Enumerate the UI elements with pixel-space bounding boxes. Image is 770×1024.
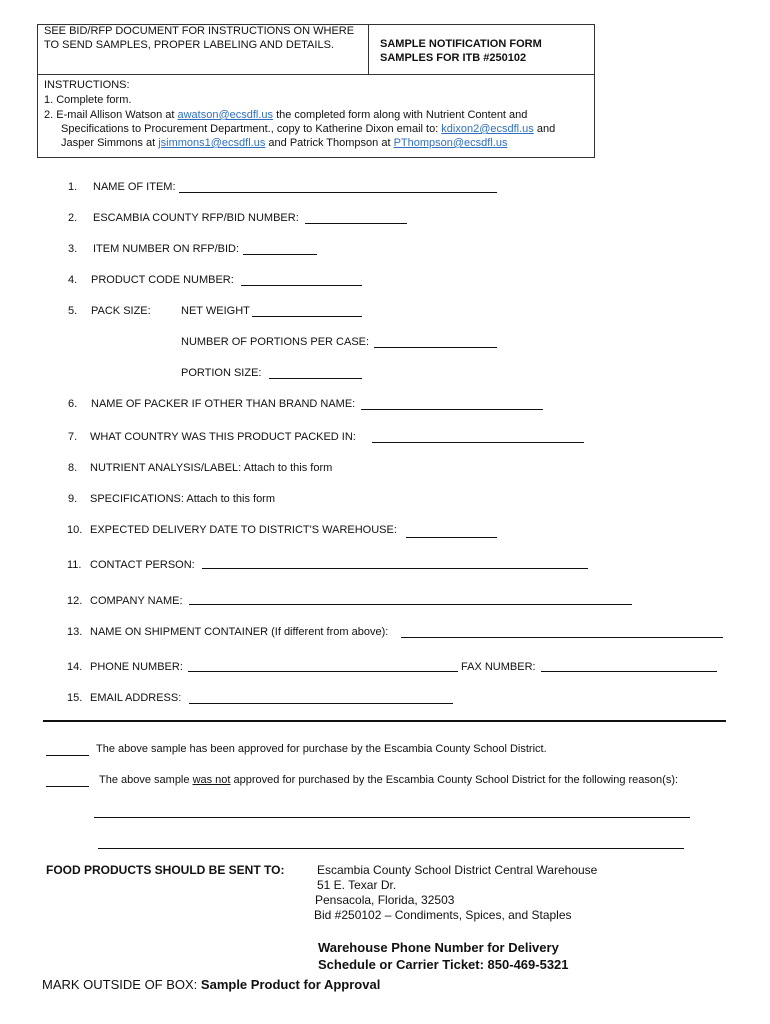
mark-outside-value: Sample Product for Approval xyxy=(200,977,381,992)
field-label-item-number: ITEM NUMBER ON RFP/BID: xyxy=(93,243,240,255)
field-number: 12. xyxy=(67,595,83,607)
field-number: 13. xyxy=(67,626,83,638)
field-label-pack-size: PACK SIZE: xyxy=(91,305,151,317)
shipment-container-field[interactable] xyxy=(401,637,723,638)
not-approved-emphasis: was not xyxy=(192,774,231,786)
email-address-field[interactable] xyxy=(189,703,453,704)
instruction-text: and Patrick Thompson at xyxy=(265,137,394,149)
field-label-product-code: PRODUCT CODE NUMBER: xyxy=(91,274,234,286)
header-divider-horizontal xyxy=(38,74,594,75)
not-approved-text: approved for purchased by the Escambia County School District for the following reason(s): xyxy=(230,774,679,786)
warehouse-phone-line2: Schedule or Carrier Ticket: 850-469-5321 xyxy=(318,957,569,972)
field-label-company-name: COMPANY NAME: xyxy=(90,595,183,607)
warehouse-phone-line1: Warehouse Phone Number for Delivery xyxy=(318,940,559,955)
field-label-bid-number: ESCAMBIA COUNTY RFP/BID NUMBER: xyxy=(93,212,299,224)
instructions-title: INSTRUCTIONS: xyxy=(44,79,130,91)
field-label-shipment-container: NAME ON SHIPMENT CONTAINER (If different from above): xyxy=(90,626,389,638)
instruction-step-2-line1 xyxy=(44,109,527,121)
field-label-portion-size: PORTION SIZE: xyxy=(181,367,262,379)
instruction-step-2-line3 xyxy=(61,137,507,149)
field-number: 3. xyxy=(68,243,78,255)
approved-check-field[interactable] xyxy=(46,755,89,756)
shipping-address-line3: Pensacola, Florida, 32503 xyxy=(315,893,455,907)
item-name-field[interactable] xyxy=(179,192,497,193)
field-label-phone-number: PHONE NUMBER: xyxy=(90,661,183,673)
field-label-item-name: NAME OF ITEM: xyxy=(93,181,176,193)
field-label-specifications: SPECIFICATIONS: Attach to this form xyxy=(90,493,276,505)
email-link-dixon[interactable]: kdixon2@ecsdfl.us xyxy=(441,123,534,135)
field-number: 8. xyxy=(68,462,78,474)
shipping-address-line2: 51 E. Texar Dr. xyxy=(317,878,397,892)
field-number: 5. xyxy=(68,305,78,317)
reason-line-1[interactable] xyxy=(94,817,690,818)
field-number: 9. xyxy=(68,493,78,505)
header-divider-vertical xyxy=(368,25,369,74)
product-code-field[interactable] xyxy=(241,285,362,286)
field-number: 4. xyxy=(68,274,78,286)
field-label-email-address: EMAIL ADDRESS: xyxy=(90,692,182,704)
reason-line-2[interactable] xyxy=(98,848,684,849)
header-left-line1: SEE BID/RFP DOCUMENT FOR INSTRUCTIONS ON WHERE xyxy=(44,25,355,37)
field-label-portions-per-case: NUMBER OF PORTIONS PER CASE: xyxy=(181,336,370,348)
field-number: 1. xyxy=(68,181,78,193)
not-approved-text: The above sample xyxy=(99,774,193,786)
shipping-address-line1: Escambia County School District Central Warehouse xyxy=(317,863,598,877)
instruction-text: 2. E-mail Allison Watson at xyxy=(44,109,178,121)
header-left-line2: TO SEND SAMPLES, PROPER LABELING AND DETAILS. xyxy=(44,39,334,51)
instruction-text: Jasper Simmons at xyxy=(61,137,159,149)
field-label-nutrient-analysis: NUTRIENT ANALYSIS/LABEL: Attach to this form xyxy=(90,462,333,474)
field-number: 7. xyxy=(68,431,78,443)
portion-size-field[interactable] xyxy=(269,378,362,379)
contact-person-field[interactable] xyxy=(202,568,588,569)
form-title: SAMPLE NOTIFICATION FORM xyxy=(380,38,542,50)
instruction-text: Specifications to Procurement Department., copy to Katherine Dixon email to: xyxy=(61,123,442,135)
field-label-country: WHAT COUNTRY WAS THIS PRODUCT PACKED IN: xyxy=(90,431,356,443)
instruction-step-2-line2 xyxy=(61,123,555,135)
net-weight-field[interactable] xyxy=(252,316,362,317)
field-number: 2. xyxy=(68,212,78,224)
country-field[interactable] xyxy=(372,442,584,443)
field-number: 10. xyxy=(67,524,83,536)
mark-outside-label: MARK OUTSIDE OF BOX: xyxy=(42,977,201,992)
phone-number-field[interactable] xyxy=(188,671,458,672)
item-number-field[interactable] xyxy=(243,254,317,255)
email-link-thompson[interactable]: PThompson@ecsdfl.us xyxy=(393,137,508,149)
form-subtitle: SAMPLES FOR ITB #250102 xyxy=(380,52,527,64)
packer-name-field[interactable] xyxy=(361,409,543,410)
field-number: 6. xyxy=(68,398,78,410)
shipping-label: FOOD PRODUCTS SHOULD BE SENT TO: xyxy=(46,863,285,877)
email-link-simmons[interactable]: jsimmons1@ecsdfl.us xyxy=(158,137,266,149)
section-divider xyxy=(43,720,726,722)
field-label-net-weight: NET WEIGHT xyxy=(181,305,250,317)
not-approved-statement xyxy=(99,774,678,786)
instruction-text: the completed form along with Nutrient Content and xyxy=(273,109,528,121)
field-number: 14. xyxy=(67,661,83,673)
instruction-step-1: 1. Complete form. xyxy=(44,94,132,106)
shipping-address-line4: Bid #250102 – Condiments, Spices, and Staples xyxy=(314,908,572,922)
delivery-date-field[interactable] xyxy=(406,537,497,538)
bid-number-field[interactable] xyxy=(305,223,407,224)
field-label-fax-number: FAX NUMBER: xyxy=(461,661,536,673)
email-link-watson[interactable]: awatson@ecsdfl.us xyxy=(177,109,274,121)
field-number: 11. xyxy=(67,559,82,571)
field-label-packer-name: NAME OF PACKER IF OTHER THAN BRAND NAME: xyxy=(91,398,356,410)
fax-number-field[interactable] xyxy=(541,671,717,672)
field-label-delivery-date: EXPECTED DELIVERY DATE TO DISTRICT'S WAREHOUSE: xyxy=(90,524,397,536)
company-name-field[interactable] xyxy=(189,604,632,605)
field-number: 15. xyxy=(67,692,83,704)
instruction-text: and xyxy=(533,123,556,135)
portions-per-case-field[interactable] xyxy=(374,347,497,348)
not-approved-check-field[interactable] xyxy=(46,786,89,787)
approved-statement: The above sample has been approved for purchase by the Escambia County School District. xyxy=(96,743,547,755)
field-label-contact-person: CONTACT PERSON: xyxy=(90,559,195,571)
mark-outside-box xyxy=(42,977,380,992)
